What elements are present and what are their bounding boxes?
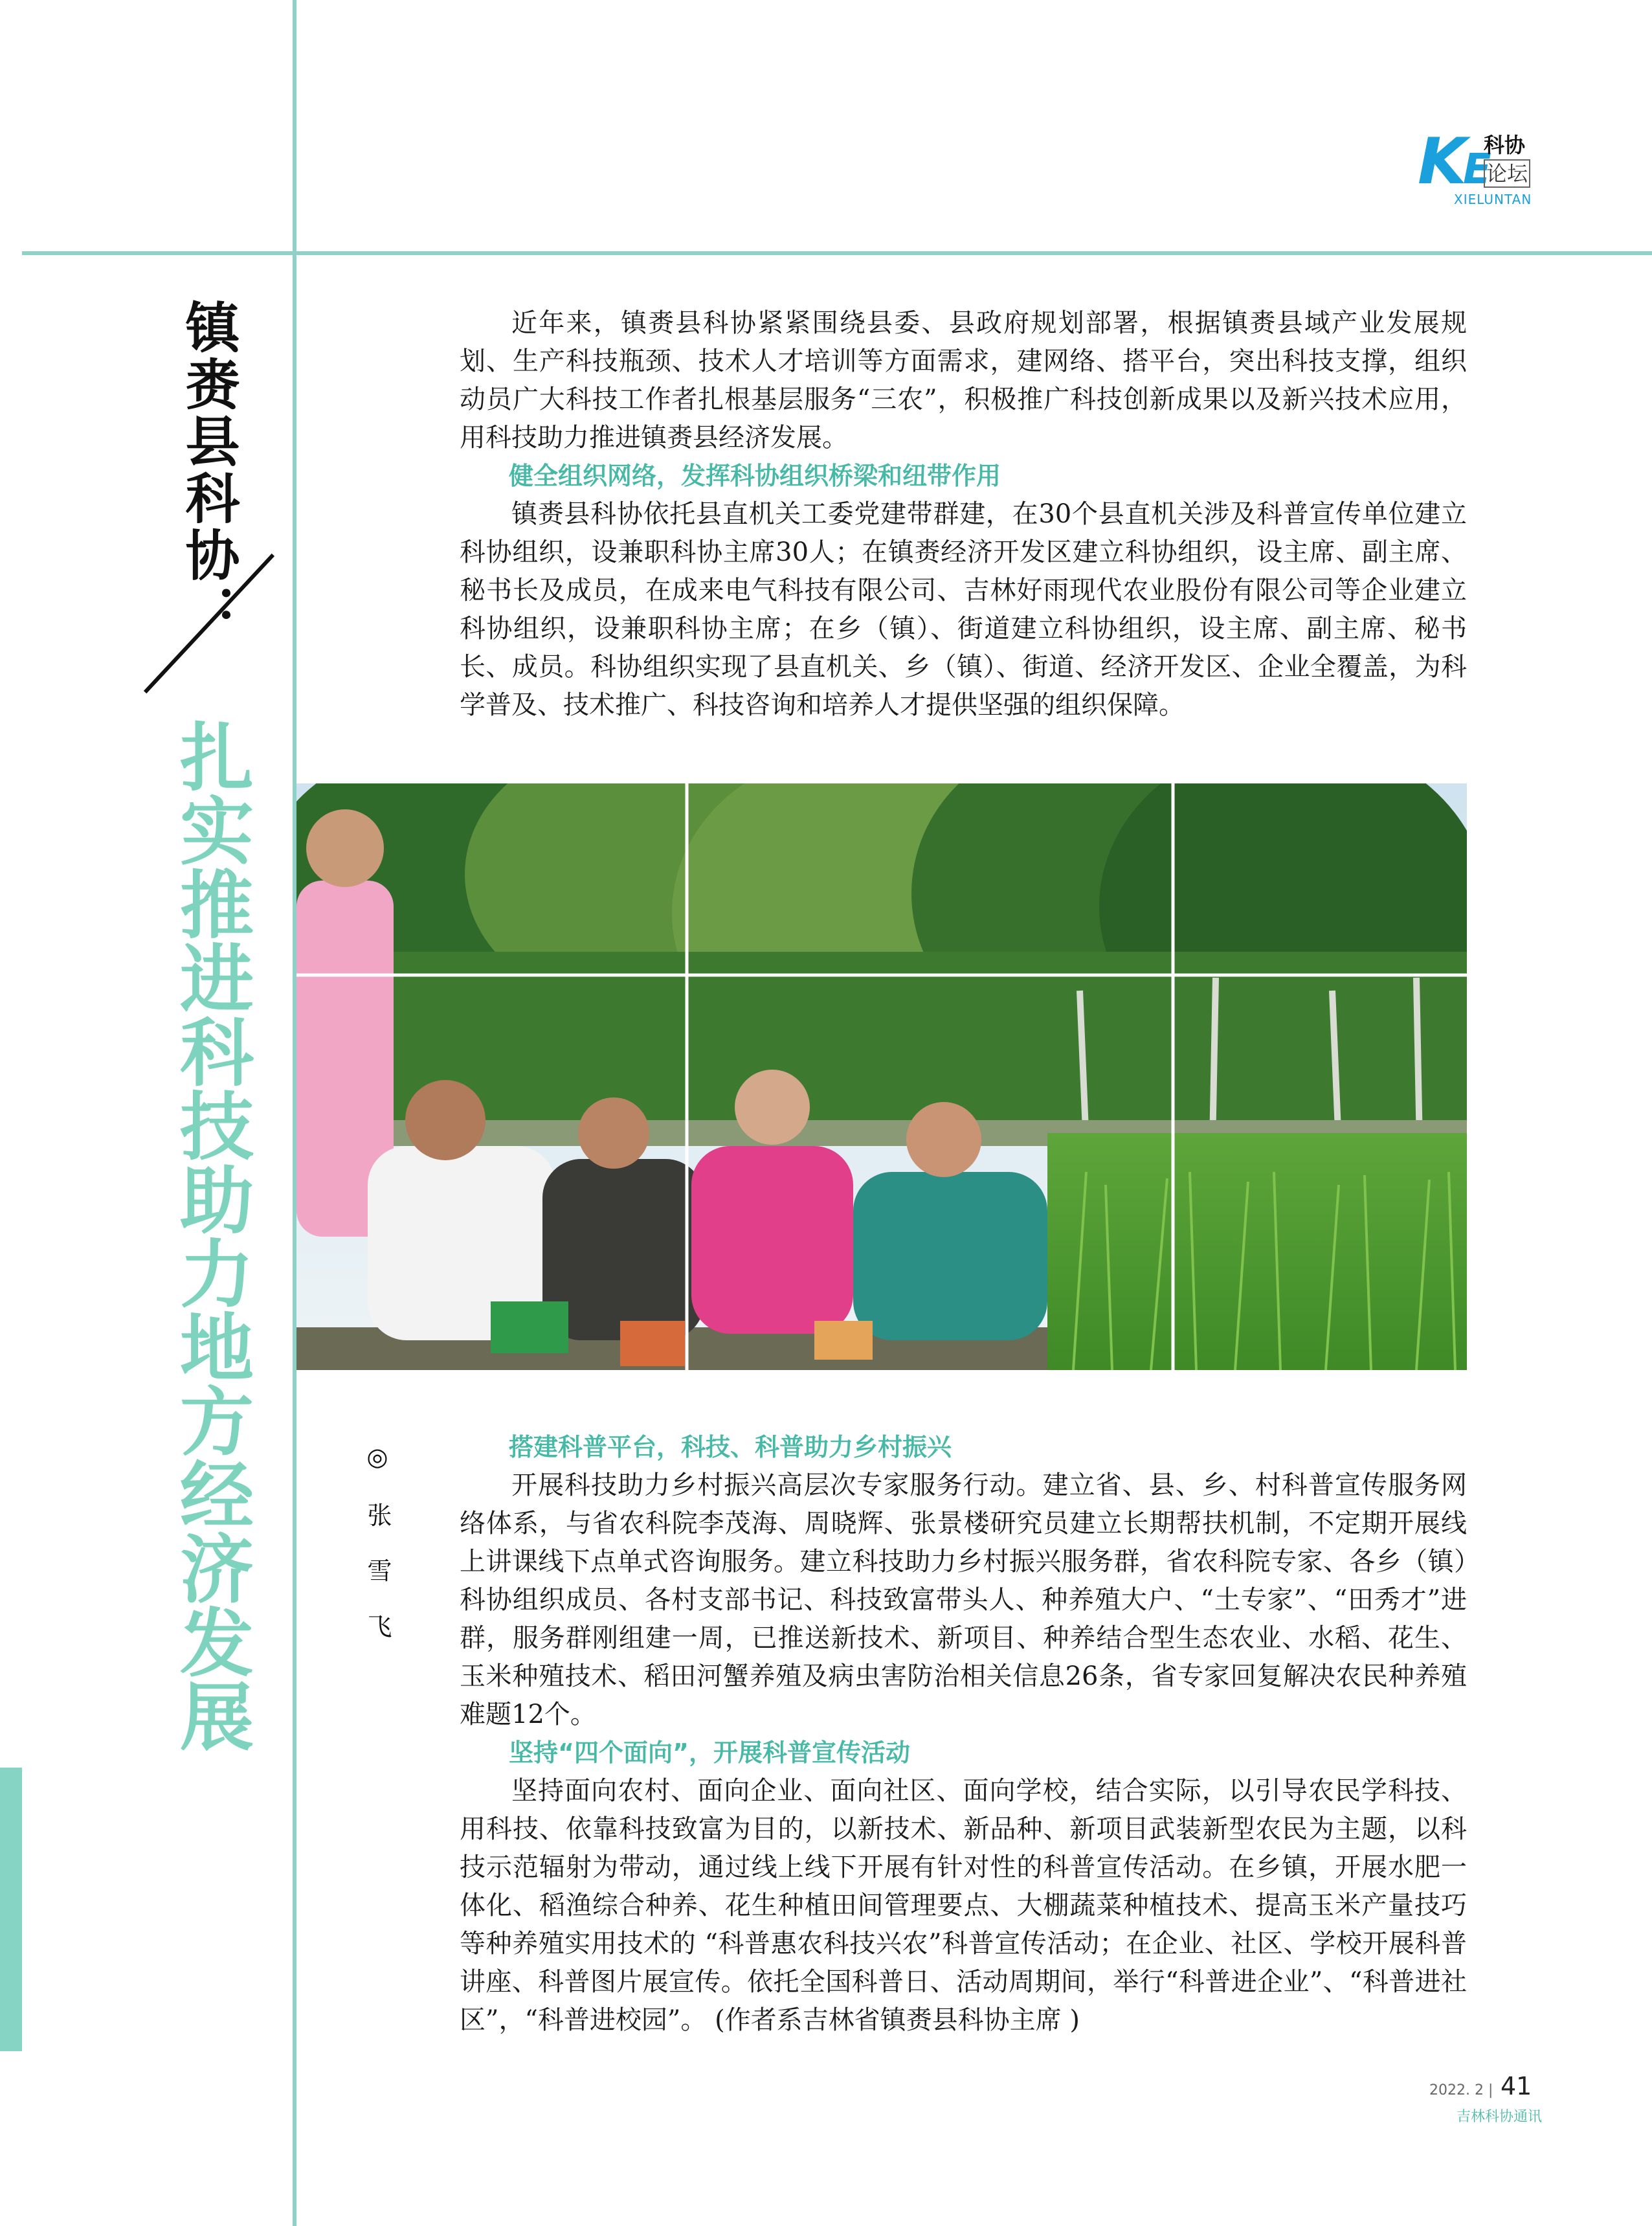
header-rule [22,251,1652,255]
body-column-bottom [460,1428,1467,2040]
section-heading-2: 搭建科普平台，科技、科普助力乡村振兴 [509,1433,952,1461]
article-author: ◎ 张 雪 飞 [363,1443,392,1650]
photo-illustration [296,783,1467,1370]
article-subtitle: 镇赉县科协： [177,299,241,641]
article-title: 扎实推进科技助力地方经济发展 [168,719,254,1752]
page-number: 41 [1501,2072,1532,2100]
section-paragraph-3 [460,1772,1467,2040]
logo-line1: 科协 [1484,133,1526,157]
tree-line [296,783,1467,1133]
section-paragraph-3-text: 坚持面向农村、面向企业、面向社区、面向学校，结合实际，以引导农民学科技、用科技、依靠科技致富为目的，以新技术、新品种、新项目武装新型农民为主题，以科技示范辐射为带动，通过线上线下开展有针对性的科普宣传活动。在乡镇，开展水肥一体化、稻渔综合种养、花生种植田间管理要点、大棚蔬菜种植技术、提高玉米产量技巧等种养殖实用技术的 “科普惠农科技兴农”科普宣传活动；在企业、社区、学校开展科普讲座、科普图片展宣传。依托全国科普日、活动周期间，举行“科普进企业”、“科普进社区”，“科普进校园”。 [460,1776,1467,2035]
author-note: (作者系吉林省镇赉县科协主席 ) [715,2005,1080,2035]
section-paragraph-1: 镇赉县科协依托县直机关工委党建带群建，在30个县直机关涉及科普宣传单位建立科协组织，设兼职科协主席30人；在镇赉经济开发区建立科协组织，设主席、副主席、秘书长及成员，在成来电气科技有限公司、吉林好雨现代农业股份有限公司等企业建立科协组织，设兼职科协主席；在乡（镇）、街道建立科协组织，设主席、副主席、秘书长、成员。科协组织实现了县直机关、乡（镇）、街道、经济开发区、企业全覆盖，为科学普及、技术推广、科技咨询和培养人才提供坚强的组织保障。 [460,499,1467,720]
logo-line2: 论坛 [1484,159,1530,188]
intro-paragraph: 近年来，镇赉县科协紧紧围绕县委、县政府规划部署，根据镇赉县域产业发展规划、生产科技瓶颈、技术人才培训等方面需求，建网络、搭平台，突出科技支撑，组织动员广大科技工作者扎根基层服务“三农”，积极推广科技创新成果以及新兴技术应用，用科技助力推进镇赉县经济发展。 [460,308,1467,453]
section-heading-1: 健全组织网络，发挥科协组织桥梁和纽带作用 [509,462,1001,490]
section-paragraph-2: 开展科技助力乡村振兴高层次专家服务行动。建立省、县、乡、村科普宣传服务网络体系，与省农科院李茂海、周晓辉、张景楼研究员建立长期帮扶机制，不定期开展线上讲课线下点单式咨询服务。建立科技助力乡村振兴服务群，省农科院专家、各乡（镇）科协组织成员、各村支部书记、科技致富带头人、种养殖大户、“土专家”、“田秀才”进群，服务群刚组建一周，已推送新技术、新项目、种养结合型生态农业、水稻、花生、玉米种殖技术、稻田河蟹养殖及病虫害防治相关信息26条，省专家回复解决农民种养殖难题12个。 [460,1470,1467,1729]
side-color-block [0,1768,22,2051]
logo-subtitle: XIELUNTAN [1454,192,1532,207]
section-heading-3: 坚持“四个面向”，开展科普宣传活动 [509,1738,910,1767]
column-logo [1418,125,1547,207]
body-column-top [460,304,1467,725]
publication-name: 吉林科协通讯 [1457,2109,1543,2125]
issue-date: 2022. 2 | [1429,2082,1493,2098]
logo-mark: KE [1418,125,1488,199]
article-photo [296,783,1467,1370]
